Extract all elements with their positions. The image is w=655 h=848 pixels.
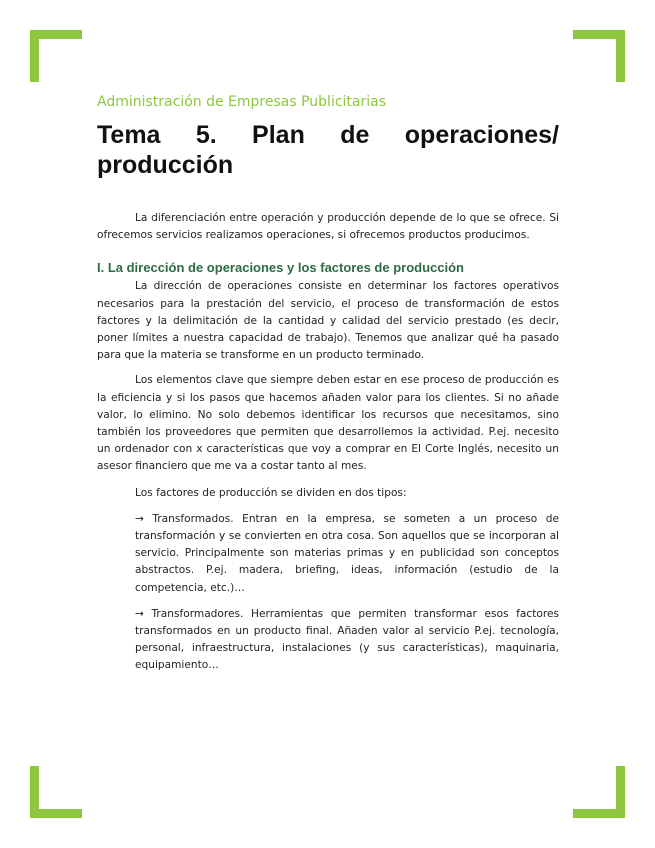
corner-bracket-top-right <box>573 30 625 82</box>
subject-header: Administración de Empresas Publicitarias <box>97 94 387 110</box>
bullet-transformados: → Transformados. Entran en la empresa, se someten a un proceso de transformación y se convierten en otra cosa. Son aquellos que se incorporan al servicio. Principalmente son materias primas y en publicidad son conceptos abstractos. P.ej. madera, briefing, ideas, información (estudio de la competencia, etc.)… <box>135 512 559 594</box>
page-content <box>97 92 559 675</box>
paragraph-key-elements: Los elementos clave que siempre deben estar en ese proceso de producción es la eficiencia y si los pasos que hacemos añaden valor para los clientes. Si no añade valor, lo elimino. No solo debemos identificar los recursos que necesitamos, sino también los proveedores que permiten que desarrollemos la actividad. P.ej. necesito un ordenador con x características que voy a comprar en El Corte Inglés, necesito un asesor financiero que me va a costar tanto al mes. <box>97 374 559 473</box>
section-heading: I. La dirección de operaciones y los factores de producción <box>97 260 464 276</box>
corner-bracket-bottom-right <box>573 766 625 818</box>
bullet-transformadores: → Transformadores. Herramientas que permiten transformar esos factores transformados en un producto final. Añaden valor al servicio P.ej. tecnología, personal, infraestructura, instalaciones (y sus características), maquinaria, equipamiento… <box>135 607 559 672</box>
corner-bracket-top-left <box>30 30 82 82</box>
corner-bracket-bottom-left <box>30 766 82 818</box>
paragraph-operations: La dirección de operaciones consiste en determinar los factores operativos necesarios para la prestación del servicio, el proceso de transformación de estos factores y la delimitación de la cantidad y calidad del servicio prestado (es decir, poner límites a nuestra capacidad de trabajo). Tenemos que analizar qué ha pasado para que la materia se transforme en un producto terminado. <box>97 280 559 362</box>
page-title: Tema 5. Plan de operaciones/ producción <box>97 121 559 179</box>
intro-paragraph: La diferenciación entre operación y producción depende de lo que se ofrece. Si ofrecemos servicios realizamos operaciones, si ofrecemos productos producimos. <box>97 212 559 242</box>
factors-intro: Los factores de producción se dividen en dos tipos: <box>135 486 407 499</box>
